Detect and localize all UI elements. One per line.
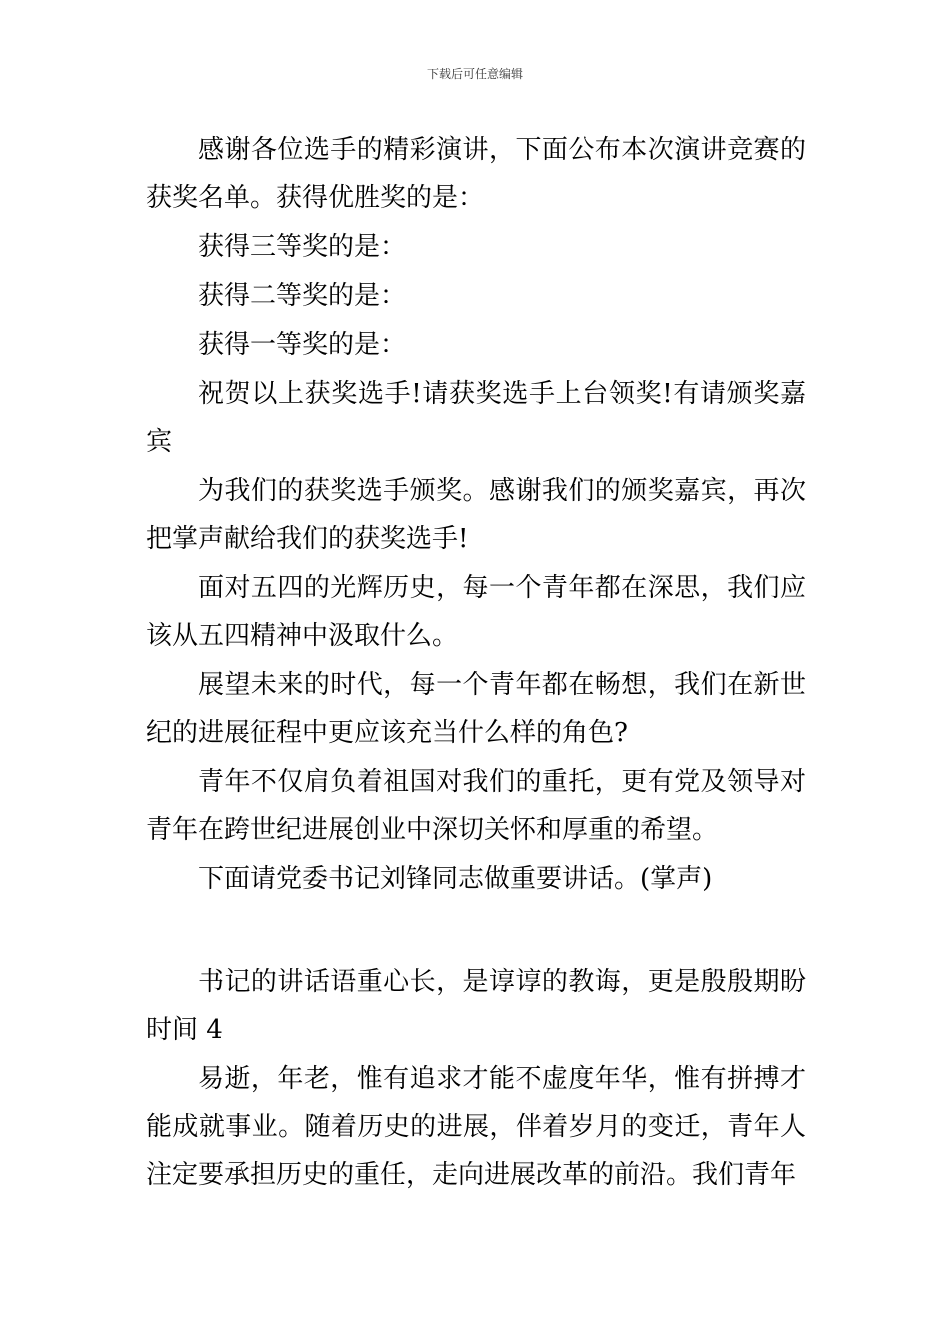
paragraph-congratulations: 祝贺以上获奖选手!请获奖选手上台领奖!有请颁奖嘉宾 [146, 379, 806, 457]
paragraph-time-passes: 易逝，年老，惟有追求才能不虚度年华，惟有拼搏才能成就事业。随着历史的进展，伴着岁月的变迁，青年人注定要承担历史的重任，走向进展改革的前沿。我们青年 [146, 1064, 806, 1190]
page-header: 下载后可任意编辑 [426, 67, 523, 81]
paragraph-presenters: 为我们的获奖选手颁奖。感谢我们的颁奖嘉宾，再次把掌声献给我们的获奖选手! [146, 476, 806, 554]
paragraph-future: 展望未来的时代，每一个青年都在畅想，我们在新世纪的进展征程中更应该充当什么样的角色? [146, 670, 806, 748]
paragraph-second-prize: 获得二等奖的是： [198, 281, 407, 311]
paragraph-first-prize: 获得一等奖的是： [198, 330, 407, 360]
paragraph-youth-responsibility: 青年不仅肩负着祖国对我们的重托，更有党及领导对青年在跨世纪进展创业中深切关怀和厚重的希望。 [146, 767, 806, 845]
paragraph-speech-response: 书记的讲话语重心长，是谆谆的教诲，更是殷殷期盼时间 4 [146, 967, 806, 1045]
paragraph-gap [146, 904, 806, 958]
paragraph-third-prize: 获得三等奖的是： [198, 232, 407, 262]
paragraph-award-intro: 感谢各位选手的精彩演讲，下面公布本次演讲竞赛的获奖名单。获得优胜奖的是： [146, 135, 806, 213]
paragraph-secretary-speech: 下面请党委书记刘锋同志做重要讲话。(掌声) [198, 864, 713, 894]
document-body [146, 126, 806, 1200]
paragraph-may-fourth: 面对五四的光辉历史，每一个青年都在深思，我们应该从五四精神中汲取什么。 [146, 573, 806, 651]
